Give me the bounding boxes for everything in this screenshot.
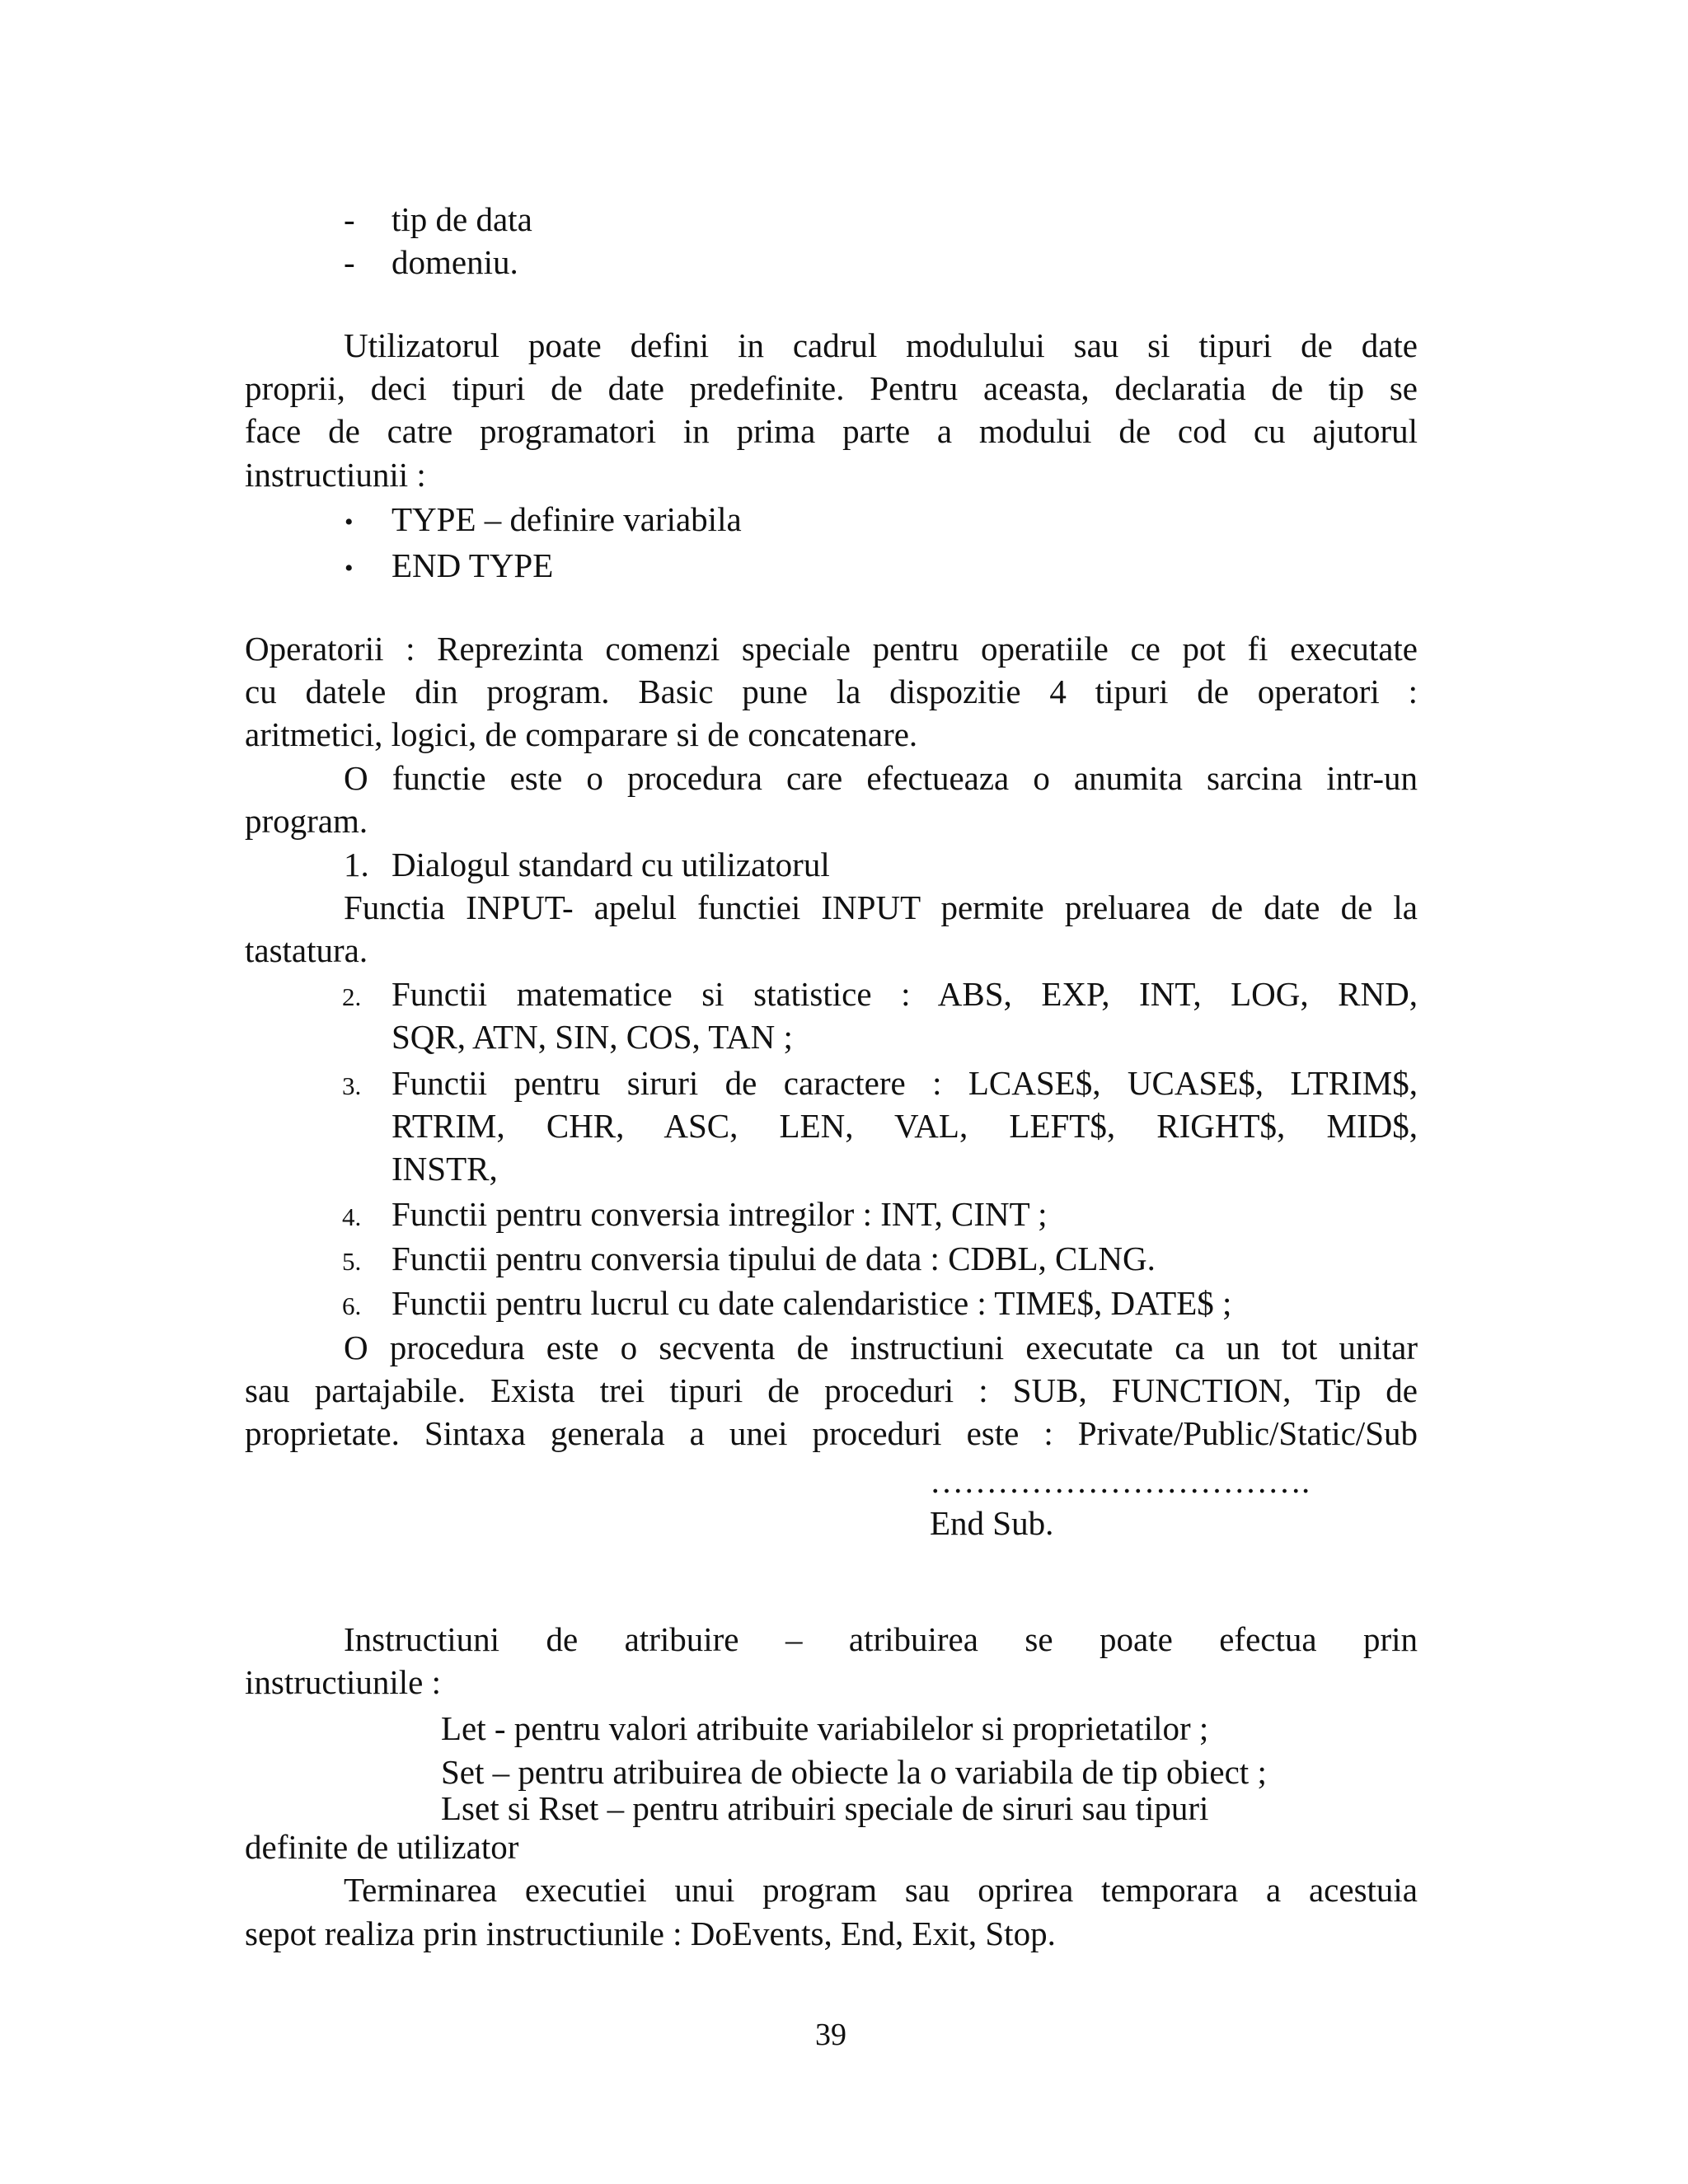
paragraph-line: proprii, deci tipuri de date predefinite. Pentru aceasta, declaratia de tip se	[245, 369, 1418, 407]
list-item: Functii pentru siruri de caractere : LCASE$, UCASE$, LTRIM$,	[392, 1064, 1418, 1102]
list-item: Functii pentru conversia intregilor : INT, CINT ;	[392, 1195, 1048, 1233]
lset-line: Lset si Rset – pentru atribuiri speciale de siruri sau tipuri	[441, 1789, 1209, 1827]
paragraph-line: Operatorii : Reprezinta comenzi speciale pentru operatiile ce pot fi executate	[245, 630, 1418, 668]
list-item: SQR, ATN, SIN, COS, TAN ;	[392, 1018, 793, 1056]
list-item: Dialogul standard cu utilizatorul	[392, 846, 830, 883]
paragraph-line: O procedura este o secventa de instructiuni executate ca un tot unitar	[344, 1329, 1418, 1366]
list-number: 3.	[342, 1071, 362, 1100]
list-item: tip de data	[392, 200, 532, 238]
ellipsis-line: …………………………….	[930, 1462, 1311, 1500]
bullet-icon: •	[345, 509, 354, 536]
paragraph-line: instructiunii :	[245, 456, 426, 494]
end-sub: End Sub.	[930, 1504, 1054, 1542]
paragraph-line: Functia INPUT- apelul functiei INPUT permite preluarea de date de la	[344, 888, 1418, 926]
paragraph-line: O functie este o procedura care efectueaza o anumita sarcina intr-un	[344, 759, 1418, 797]
list-number: 1.	[344, 846, 369, 883]
list-item: Functii pentru conversia tipului de data : CDBL, CLNG.	[392, 1240, 1156, 1277]
page-number: 39	[815, 2018, 846, 2052]
bullet-icon: •	[345, 555, 354, 582]
paragraph-line: instructiunile :	[245, 1663, 441, 1701]
list-item: domeniu.	[392, 243, 518, 281]
list-item: RTRIM, CHR, ASC, LEN, VAL, LEFT$, RIGHT$, MID$,	[392, 1107, 1418, 1145]
paragraph-line: Utilizatorul poate defini in cadrul modulului sau si tipuri de date	[344, 326, 1418, 364]
list-item: Functii pentru lucrul cu date calendaristice : TIME$, DATE$ ;	[392, 1284, 1232, 1322]
paragraph-line: cu datele din program. Basic pune la dispozitie 4 tipuri de operatori :	[245, 673, 1418, 710]
list-number: 6.	[342, 1291, 362, 1320]
let-line: Let - pentru valori atribuite variabilelor si proprietatilor ;	[441, 1709, 1209, 1747]
paragraph-line: tastatura.	[245, 931, 368, 969]
paragraph-line: Instructiuni de atribuire – atribuirea se poate efectua prin	[344, 1620, 1418, 1658]
paragraph-line: aritmetici, logici, de comparare si de concatenare.	[245, 715, 918, 753]
paragraph-line: face de catre programatori in prima parte a modului de cod cu ajutorul	[245, 412, 1418, 450]
list-item: END TYPE	[392, 546, 554, 584]
paragraph-line: sepot realiza prin instructiunile : DoEvents, End, Exit, Stop.	[245, 1915, 1056, 1952]
paragraph-line: sau partajabile. Exista trei tipuri de proceduri : SUB, FUNCTION, Tip de	[245, 1371, 1418, 1409]
list-number: 4.	[342, 1202, 362, 1231]
paragraph-line: Terminarea executiei unui program sau oprirea temporara a acestuia	[344, 1871, 1418, 1909]
dash-marker: -	[344, 243, 355, 281]
paragraph-line: proprietate. Sintaxa generala a unei proceduri este : Private/Public/Static/Sub	[245, 1414, 1418, 1452]
set-line: Set – pentru atribuirea de obiecte la o variabila de tip obiect ;	[441, 1753, 1267, 1791]
list-number: 2.	[342, 982, 362, 1011]
list-number: 5.	[342, 1247, 362, 1276]
list-item: INSTR,	[392, 1150, 498, 1188]
paragraph-line: definite de utilizator	[245, 1828, 519, 1866]
list-item: Functii matematice si statistice : ABS, EXP, INT, LOG, RND,	[392, 975, 1418, 1013]
dash-marker: -	[344, 200, 355, 238]
list-item: TYPE – definire variabila	[392, 500, 742, 538]
paragraph-line: program.	[245, 802, 368, 840]
